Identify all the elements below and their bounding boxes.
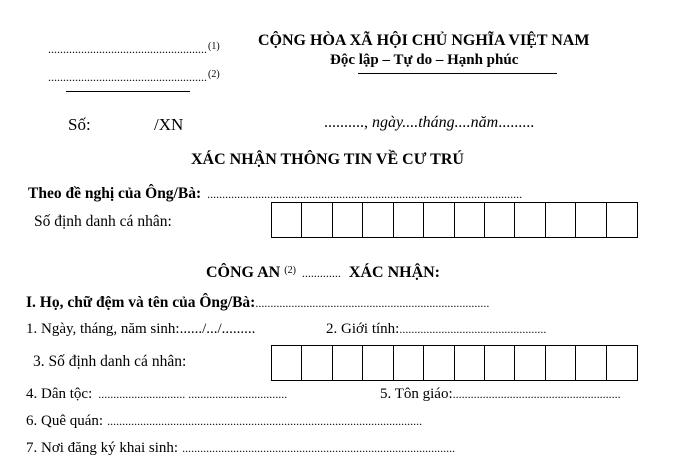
id-digit-box[interactable] xyxy=(333,346,363,380)
religion-line xyxy=(380,386,621,403)
id-digit-box[interactable] xyxy=(515,203,545,237)
religion-dots: ........................................................ xyxy=(452,387,621,401)
request-label: Theo đề nghị của Ông/Bà: xyxy=(28,185,202,202)
id-digit-box[interactable] xyxy=(424,346,454,380)
hometown-label: 6. Quê quán: xyxy=(26,413,104,429)
gender-line xyxy=(326,321,546,338)
id-digit-box[interactable] xyxy=(576,203,606,237)
confirm-heading xyxy=(206,264,440,282)
id-digit-box[interactable] xyxy=(394,203,424,237)
id-digit-box[interactable] xyxy=(455,203,485,237)
ethnic-label: 4. Dân tộc: xyxy=(26,386,93,402)
date-text: ngày....tháng....năm xyxy=(368,114,499,131)
personal-id-boxes[interactable] xyxy=(271,345,638,381)
id-digit-box[interactable] xyxy=(424,203,454,237)
hometown-dots: ......................................................................................................... xyxy=(107,414,423,428)
birthplace-dots: ........................................................................................... xyxy=(182,441,456,455)
name-label: I. Họ, chữ đệm và tên của Ông/Bà: xyxy=(26,294,256,311)
agency-line-2 xyxy=(48,70,220,85)
gender-label: 2. Giới tính: xyxy=(326,321,400,337)
id-digit-box[interactable] xyxy=(485,203,515,237)
agency-line-1 xyxy=(48,42,220,57)
id-digit-box[interactable] xyxy=(455,346,485,380)
doc-number-label: Số: xyxy=(68,115,91,134)
id-digit-box[interactable] xyxy=(302,346,332,380)
request-id-label: Số định danh cá nhân: xyxy=(34,213,172,230)
id-digit-box[interactable] xyxy=(546,203,576,237)
id-digit-box[interactable] xyxy=(515,346,545,380)
name-line xyxy=(26,294,489,312)
id-digit-box[interactable] xyxy=(302,203,332,237)
id-digit-box[interactable] xyxy=(576,346,606,380)
hometown-line xyxy=(26,413,422,430)
personal-id-label: 3. Số định danh cá nhân: xyxy=(33,353,187,370)
id-digit-box[interactable] xyxy=(607,203,637,237)
ethnic-line xyxy=(26,386,287,403)
request-dots: ......................................................................................................... xyxy=(207,187,523,201)
request-id-boxes[interactable] xyxy=(271,202,638,238)
motto: Độc lập – Tự do – Hạnh phúc xyxy=(330,52,519,68)
year-dots: ......... xyxy=(498,114,535,131)
id-digit-box[interactable] xyxy=(272,203,302,237)
document-title: XÁC NHẬN THÔNG TIN VỀ CƯ TRÚ xyxy=(191,151,464,168)
confirm-ref: (2) xyxy=(284,265,296,276)
agency-line-1-dots: ..................................................... xyxy=(48,42,207,56)
doc-number-suffix: /XN xyxy=(154,115,184,134)
agency-line-2-dots: ..................................................... xyxy=(48,70,207,84)
ethnic-dots: ............................. ................................. xyxy=(98,387,288,401)
id-digit-box[interactable] xyxy=(272,346,302,380)
request-line xyxy=(28,185,522,203)
gender-dots: ................................................. xyxy=(399,322,547,336)
confirm-suffix: XÁC NHẬN: xyxy=(348,264,441,281)
agency-line-2-ref: (2) xyxy=(208,69,220,80)
dob-field: 1. Ngày, tháng, năm sinh:....../.../......... xyxy=(26,321,256,337)
confirm-prefix: CÔNG AN xyxy=(206,264,281,281)
birthplace-label: 7. Nơi đăng ký khai sinh: xyxy=(26,440,179,456)
id-digit-box[interactable] xyxy=(363,346,393,380)
date-line xyxy=(324,114,534,132)
id-digit-box[interactable] xyxy=(607,346,637,380)
id-digit-box[interactable] xyxy=(363,203,393,237)
confirm-dots: ............. xyxy=(301,266,341,280)
id-digit-box[interactable] xyxy=(333,203,363,237)
motto-underline xyxy=(358,73,557,74)
id-digit-box[interactable] xyxy=(394,346,424,380)
name-dots: .............................................................................. xyxy=(255,296,490,310)
agency-line-1-ref: (1) xyxy=(208,41,220,52)
id-digit-box[interactable] xyxy=(546,346,576,380)
religion-label: 5. Tôn giáo: xyxy=(380,386,453,402)
agency-underline xyxy=(66,91,190,92)
place-dots: .........., xyxy=(324,114,368,131)
republic-title: CỘNG HÒA XÃ HỘI CHỦ NGHĨA VIỆT NAM xyxy=(258,32,590,49)
id-digit-box[interactable] xyxy=(485,346,515,380)
birthplace-line xyxy=(26,440,455,457)
